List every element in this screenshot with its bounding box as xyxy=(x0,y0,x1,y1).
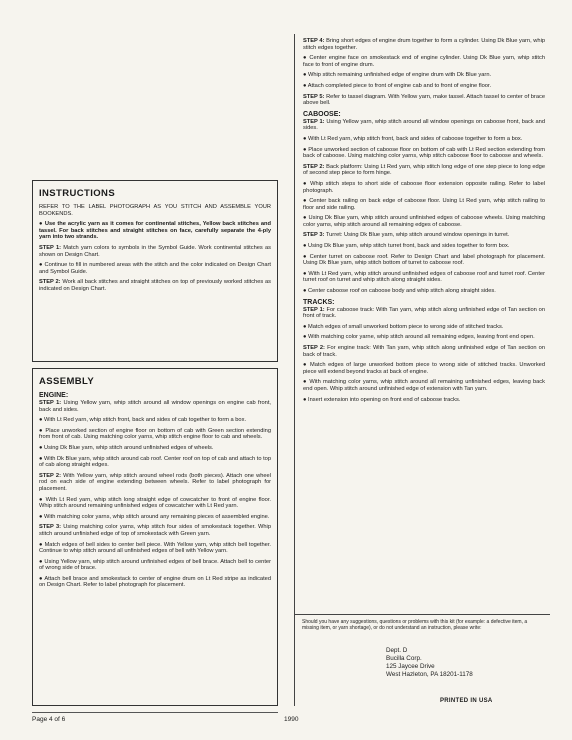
footer-rule xyxy=(32,712,278,713)
engine-step1e: ● With Dk Blue yarn, whip stitch around cab roof. Center roof on top of cab and attach to top of cab along straight edges. xyxy=(39,455,271,469)
caboose-step1 xyxy=(303,119,545,132)
step-label: STEP 2: xyxy=(303,345,325,351)
tracks-step1c: ● With matching color yarne, whip stitch around all remaining edges, leaving front end open. xyxy=(303,334,535,341)
engine-heading: ENGINE: xyxy=(39,392,69,399)
engine-step4c: ● Whip stitch remaining unfinished edge of engine drum with Dk Blue yarn. xyxy=(303,72,492,79)
engine-step1c: ● Place unworked section of engine floor on bottom of cab with Green section extending from front of cab. Using matching color yarns, whip stitch engine floor to cab and wheels. xyxy=(39,427,271,441)
step-text: Back platform: Using Lt Red yarn, whip stitch long edge of one step piece to long edge of second step piece to form hinge. xyxy=(303,163,545,177)
engine-step3 xyxy=(39,524,271,537)
engine-step1d: ● Using Dk Blue yarn, whip stitch around unfinished edges of wheels. xyxy=(39,444,214,451)
page-number: Page 4 of 6 xyxy=(32,716,66,723)
caboose-step1b: ● With Lt Red yarn, whip stitch front, back and sides of caboose together to form a box. xyxy=(303,135,523,142)
engine-step3c: ● Using Yellow yarn, whip stitch around unfinished edges of bell brace. Attach bell to center of wrong side of brace. xyxy=(39,558,271,572)
step-label: STEP 2: xyxy=(303,163,325,170)
engine-step1b: ● With Lt Red yarn, whip stitch front, back and sides of cab together to form a box. xyxy=(39,417,247,424)
instructions-heading: INSTRUCTIONS xyxy=(39,188,116,199)
step-text: For engine track: With Tan yarn, whip stitch along unfinished edge of Tan section on back of track. xyxy=(303,345,545,358)
step-label: STEP 2: xyxy=(39,472,61,479)
assembly-heading: ASSEMBLY xyxy=(39,376,95,387)
step-label: STEP 5: xyxy=(303,93,325,100)
instructions-box xyxy=(32,180,278,362)
contact-note: Should you have any suggestions, questions or problems with this kit (for example: a defective item, a missing item, or yarn shortage), or do not understand an instruction, please write: xyxy=(302,619,528,631)
caboose-step2c: ● Center back railing on back edge of caboose floor. Using Lt Red yarn, whip stitch railing to floor and side railing. xyxy=(303,198,545,211)
caboose-step3e: ● Center caboose roof on caboose body and whip stitch along straight sides. xyxy=(303,288,496,295)
step-label: STEP 1: xyxy=(303,306,325,313)
engine-step5 xyxy=(303,94,545,107)
step-text: With Yellow yarn, whip stitch around wheel rods (both pieces). Attach one wheel rod on each side of engine extending between wheels. Refer to label photograph for placement. xyxy=(39,472,271,492)
engine-step3b: ● Match edges of bell sides to center bell piece. With Yellow yarn, whip stitch bell together. Continue to whip stitch around all unfinished edges of bell with Yellow yarn. xyxy=(39,541,271,555)
caboose-step3b: ● Using Dk Blue yarn, whip stitch turret front, back and sides together to form box. xyxy=(303,243,510,250)
engine-step2c: ● With matching color yarns, whip stitch around any remaining pieces of assembled engine. xyxy=(39,513,270,520)
engine-step4d: ● Attach completed piece to front of engine cab and to front of engine floor. xyxy=(303,82,492,89)
step-text: Work all back stitches and straight stitches on top of previously worked stitches as indicated on Design Chart. xyxy=(39,279,271,292)
tracks-step2 xyxy=(303,345,545,358)
mailing-address xyxy=(386,647,473,679)
caboose-step3d: ● With Lt Red yarn, whip stitch around unfinished edges of caboose roof and turret roof. Center turret roof on turret and whip stitch along straight sides. xyxy=(303,270,545,284)
step-label: STEP 2: xyxy=(39,279,61,286)
step-label: STEP 1: xyxy=(39,400,62,406)
instructions-intro: REFER TO THE LABEL PHOTOGRAPH AS YOU STITCH AND ASSEMBLE YOUR BOOKENDS. xyxy=(39,204,271,217)
tracks-step2c: ● With matching color yarns, whip stitch around all remaining unfinished edges, leaving back end open. Whip stitch around unfinished edge of extension with Tan yarn. xyxy=(303,379,545,392)
tracks-step2b: ● Match edges of large unworked bottom piece to wrong side of stitched tracks. Unworked piece will extend beyond tracks at back of engine. xyxy=(303,362,545,375)
caboose-step3 xyxy=(303,232,545,239)
instructions-yarn-note: ● Use the acrylic yarn as it comes for continental stitches, Yellow back stitches and tassel. For back stitches and straight stitches on face, carefully separate the 4-ply yarn into two strands. xyxy=(39,221,271,241)
caboose-step2 xyxy=(303,164,545,177)
tracks-step1 xyxy=(303,307,545,320)
step-text: Turret: Using Dk Blue yarn, whip stitch around window openings in turret. xyxy=(325,232,510,239)
tracks-step2d: ● Insert extension into opening on front end of caboose tracks. xyxy=(303,396,461,403)
engine-step2 xyxy=(39,473,271,493)
address-line: Dept. D xyxy=(386,647,408,654)
instructions-step1b: ● Continue to fill in numbered areas with the stitch and the color indicated on Design Chart and Symbol Guide. xyxy=(39,262,271,275)
step-label: STEP 3: xyxy=(303,232,325,239)
caboose-step2b: ● Whip stitch steps to short side of caboose floor extension opposite railing. Refer to label photograph. xyxy=(303,180,545,194)
left-column xyxy=(32,180,278,706)
address-line: Bucilla Corp. xyxy=(386,655,422,662)
step-text: Refer to tassel diagram. With Yellow yarn, make tassel. Attach tassel to center of brace above bell. xyxy=(303,93,545,107)
right-column-text xyxy=(295,34,551,628)
engine-step3d: ● Attach bell brace and smokestack to center of engine drum on Lt Red stripe as indicated on Design Chart. Refer to label photograph for placement. xyxy=(39,575,271,589)
instructions-step1 xyxy=(39,245,271,258)
caboose-step2d: ● Using Dk Blue yarn, whip stitch around unfinished edges of caboose wheels. Using matching color yarns, whip stitch around all remaining edges of caboose. xyxy=(303,215,545,228)
step-text: Using Yellow yarn, whip stitch around all window openings on engine cab front, back and sides. xyxy=(39,400,271,413)
copyright-year: 1990 xyxy=(284,716,299,723)
engine-step2b: ● With Lt Red yarn, whip stitch long straight edge of cowcatcher to front of engine floor. Whip stitch around remaining unfinished edges of cowcatcher with Lt Red yarn. xyxy=(39,496,271,510)
caboose-step1c: ● Place unworked section of caboose floor on bottom of cab with Lt Red section extending from back of caboose. Using matching color yarns, whip stitch caboose floor to caboose and wheels. xyxy=(303,146,545,160)
step-text: Using matching color yarns, whip stitch four sides of smokestack together. Whip stitch around unfinished edge of top of smokestack with Green yarn. xyxy=(39,524,271,537)
step-text: Bring short edges of engine drum together to form a cylinder. Using Dk Blue yarn, whip stitch edges together. xyxy=(303,38,545,51)
printed-in-usa: PRINTED IN USA xyxy=(440,698,493,704)
assembly-box xyxy=(32,368,278,706)
contact-box xyxy=(294,614,550,708)
step-text: For caboose track: With Tan yarn, whip stitch along unfinished edge of Tan section on front of track. xyxy=(303,306,545,320)
step-label: STEP 1: xyxy=(39,244,62,251)
caboose-step3c: ● Center turret on caboose roof. Refer to Design Chart and label photograph for placement. Using Dk Blue yarn, whip stitch bottom of turret to caboose roof. xyxy=(303,253,545,267)
instructions-step2 xyxy=(39,279,271,292)
tracks-step1b: ● Match edges of small unworked bottom piece to wrong side of stitched tracks. xyxy=(303,323,504,330)
engine-step4b: ● Center engine face on smokestack end of engine cylinder. Using Dk Blue yarn, whip stitch face to front of engine drum. xyxy=(303,55,545,68)
tracks-heading: TRACKS: xyxy=(303,298,335,306)
caboose-heading: CABOOSE: xyxy=(303,110,341,118)
step-text: Match yarn colors to symbols in the Symbol Guide. Work continental stitches as shown on Design Chart. xyxy=(39,244,271,258)
step-label: STEP 1: xyxy=(303,118,325,125)
engine-step1 xyxy=(39,400,271,413)
engine-step4 xyxy=(303,38,545,51)
step-label: STEP 4: xyxy=(303,38,325,44)
address-line: West Hazleton, PA 18201-1178 xyxy=(386,671,473,678)
right-column xyxy=(294,34,551,706)
address-line: 125 Jaycee Drive xyxy=(386,663,435,670)
step-text: Using Yellow yarn, whip stitch around all window openings on caboose front, back and sides. xyxy=(303,118,545,132)
step-label: STEP 3: xyxy=(39,524,62,531)
